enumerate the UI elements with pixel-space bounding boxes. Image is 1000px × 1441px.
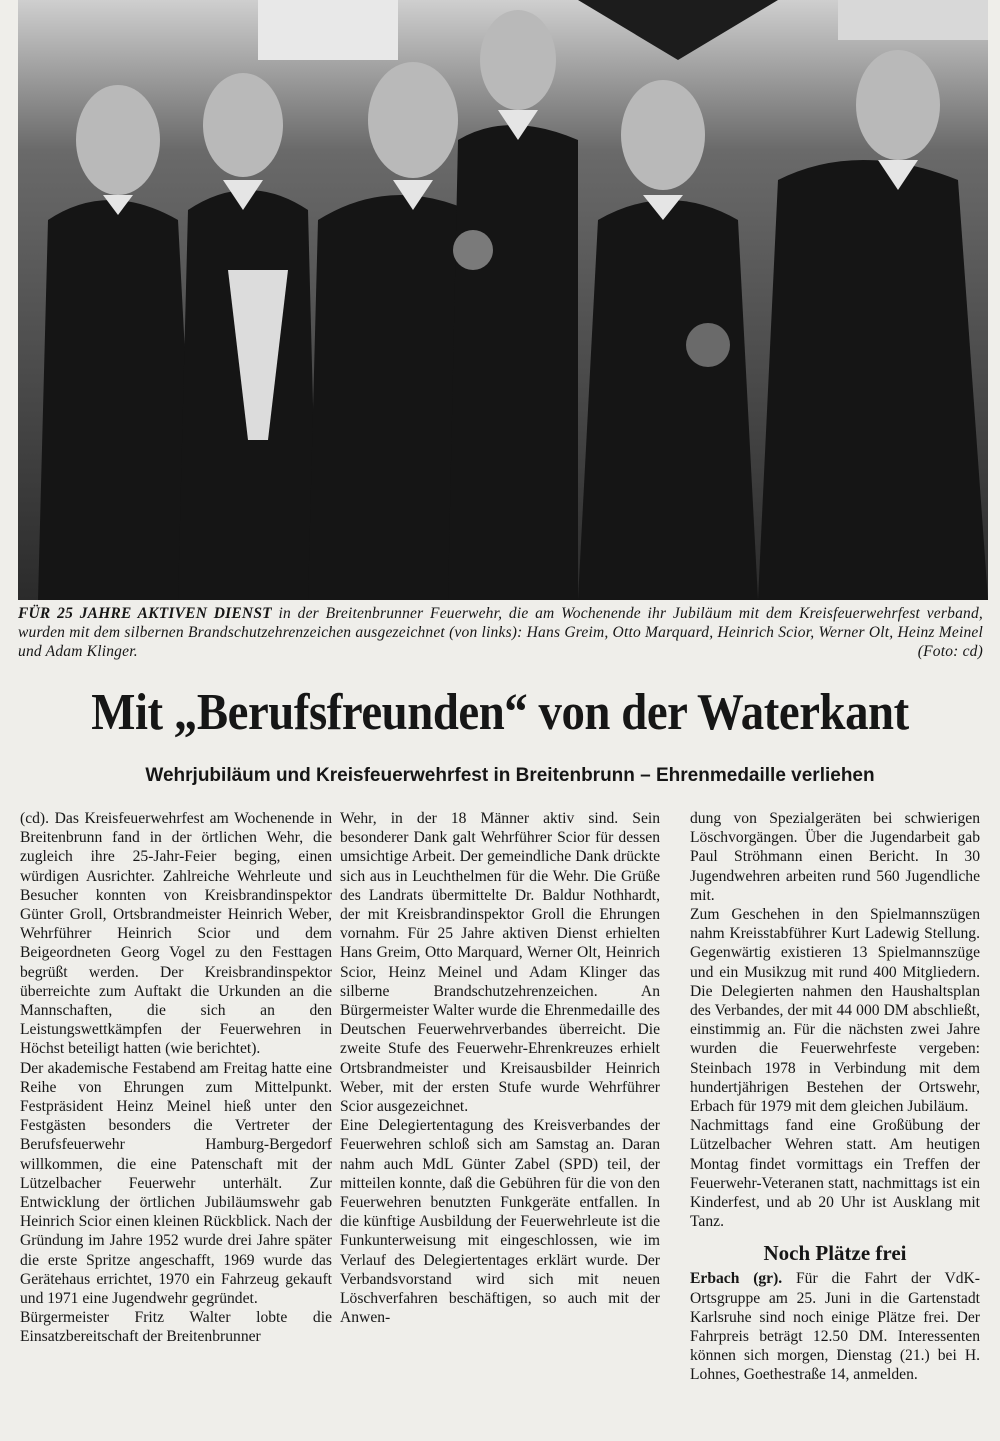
paragraph: dung von Spezialgeräten bei schwierigen Löschvorgängen. Über die Jugendarbeit gab Paul Ströhmann einen Bericht. In 30 Jugendwehren arbeiten rund 560 Jugendliche mit. — [690, 810, 980, 904]
paragraph: Bürgermeister Fritz Walter lobte die Einsatzbereitschaft der Breitenbrunner — [20, 1309, 332, 1346]
paragraph: Zum Geschehen in den Spielmannszügen nahm Kreisstabführer Kurt Ladewig Stellung. Gegenwärtig existieren 13 Spielmannszüge und ein Musikzug mit rund 400 Mitgliedern. Die Delegierten nahmen den Haushaltsplan des Verbandes, der mit 44 000 DM abschließt, einstimmig an. Für die nächsten zwei Jahre wurden die Feuerwehrfeste vergeben: Steinbach 1978 in Verbindung mit dem hundertjährigen Bestehen der Ortswehr, Erbach für 1979 mit dem gleichen Jubiläum. — [690, 906, 980, 1116]
caption-lead: FÜR 25 JAHRE AKTIVEN DIENST — [18, 605, 272, 622]
sidebox-title: Noch Plätze frei — [763, 1241, 907, 1266]
group-photo — [18, 0, 988, 600]
article-column-1 — [20, 809, 332, 1347]
article-column-3 — [690, 809, 980, 1385]
sidebox-body: Für die Fahrt der VdK-Ortsgruppe am 25. Juni in die Gartenstadt Karlsruhe sind noch einige Plätze frei. Der Fahrpreis beträgt 12.50 DM. Interessenten können sich morgen, Dienstag (21.) bei H. Lohnes, Goethestraße 14, anmelden. — [690, 1270, 980, 1384]
subheadline: Wehrjubiläum und Kreisfeuerwehrfest in Breitenbrunn – Ehrenmedaille verliehen — [145, 765, 875, 786]
caption-text: in der Breitenbrunner Feuerwehr, die am Wochenende ihr Jubiläum mit dem Kreisfeuerwehrfest verband, wurden mit dem silbernen Brandschutzehrenzeichen ausgezeichnet (von links): Hans Greim, Otto Marquard, Heinrich Scior, Werner Olt, Heinz Meinel und Adam Klinger. — [18, 605, 983, 660]
article-column-2 — [340, 809, 660, 1327]
sidebox-dateline: Erbach (gr). — [690, 1270, 783, 1288]
paragraph: Wehr, in der 18 Männer aktiv sind. Sein besonderer Dank galt Wehrführer Scior für dessen umsichtige Arbeit. Der gemeindliche Dank drückte sich aus in Leuchthelmen für die Wehr. Die Grüße des Landrats übermittelte Dr. Baldur Nothhardt, der mit Kreisbrandinspektor Groll die Ehrungen vornahm. Für 25 Jahre aktiven Dienst erhielten Hans Greim, Otto Marquard, Werner Olt, Heinrich Scior, Heinz Meinel und Adam Klinger das silberne Brandschutzehrenzeichen. An Bürgermeister Walter wurde die Ehrenmedaille des Deutschen Feuerwehrverbandes überreicht. Die zweite Stufe des Feuerwehr-Ehrenkreuzes erhielt Ortsbrandmeister und Kreisausbilder Heinrich Weber, mit der ersten Stufe wurde Wehrführer Scior ausgezeichnet. — [340, 810, 660, 1116]
paragraph: Der akademische Festabend am Freitag hatte eine Reihe von Ehrungen zum Mittelpunkt. Festpräsident Heinz Meinel hieß unter den Festgästen besonders die Vertreter der Berufsfeuerwehr Hamburg-Bergedorf willkommen, die eine Patenschaft mit der Lützelbacher Feuerwehr unterhält. Zur Entwicklung der örtlichen Jubiläumswehr gab Heinrich Scior einen kleinen Rückblick. Nach der Gründung im Jahre 1952 wurde drei Jahre später die erste Spritze angeschafft, 1969 wurde das Gerätehaus errichtet, 1970 ein Fahrzeug gekauft und 1971 eine Jugendwehr gegründet. — [20, 1059, 332, 1308]
paragraph: Eine Delegiertentagung des Kreisverbandes der Feuerwehren schloß sich am Samstag an. Daran nahm auch MdL Günter Zabel (SPD) teil, der mitteilen konnte, daß die Gebühren für die von den Feuerwehren benutzten Funkgeräte entfallen. In die künftige Ausbildung der Feuerwehrleute ist die Funkunterweisung mit eingeschlossen, wie im Verlauf des Delegiertentages erklärt wurde. Der Verbandsvorstand wird sich mit neuen Löschverfahren beschäftigen, so auch mit der Anwen- — [340, 1117, 660, 1327]
paragraph: (cd). Das Kreisfeuerwehrfest am Wochenende in Breitenbrunn fand in der örtlichen Wehr, die zugleich ihre 25-Jahr-Feier beging, einen würdigen Ausrichter. Zahlreiche Wehrleute und Besucher konnten von Kreisbrandinspektor Günter Groll, Ortsbrandmeister Heinrich Weber, Wehrführer Heinrich Scior und dem Beigeordneten Georg Vogel zu den Festtagen begrüßt werden. Der Kreisbrandinspektor überreichte zum Auftakt die Urkunden an die Mannschaften, die sich an den Leistungswettkämpfen der Feuerwehren in Höchst beteiligt hatten (wie berichtet). — [20, 810, 332, 1058]
photo-icon — [18, 0, 988, 600]
photo-credit: (Foto: cd) — [917, 643, 983, 660]
headline: Mit „Berufsfreunden“ von der Waterkant — [91, 684, 909, 741]
photo-caption — [18, 604, 983, 661]
sidebox-text — [690, 1269, 980, 1384]
paragraph: Nachmittags fand eine Großübung der Lützelbacher Wehren statt. Am heutigen Montag findet vormittags ein Treffen der Feuerwehr-Veteranen statt, nachmittags ist ein Kinderfest, und ab 20 Uhr ist Ausklang mit Tanz. — [690, 1117, 980, 1231]
